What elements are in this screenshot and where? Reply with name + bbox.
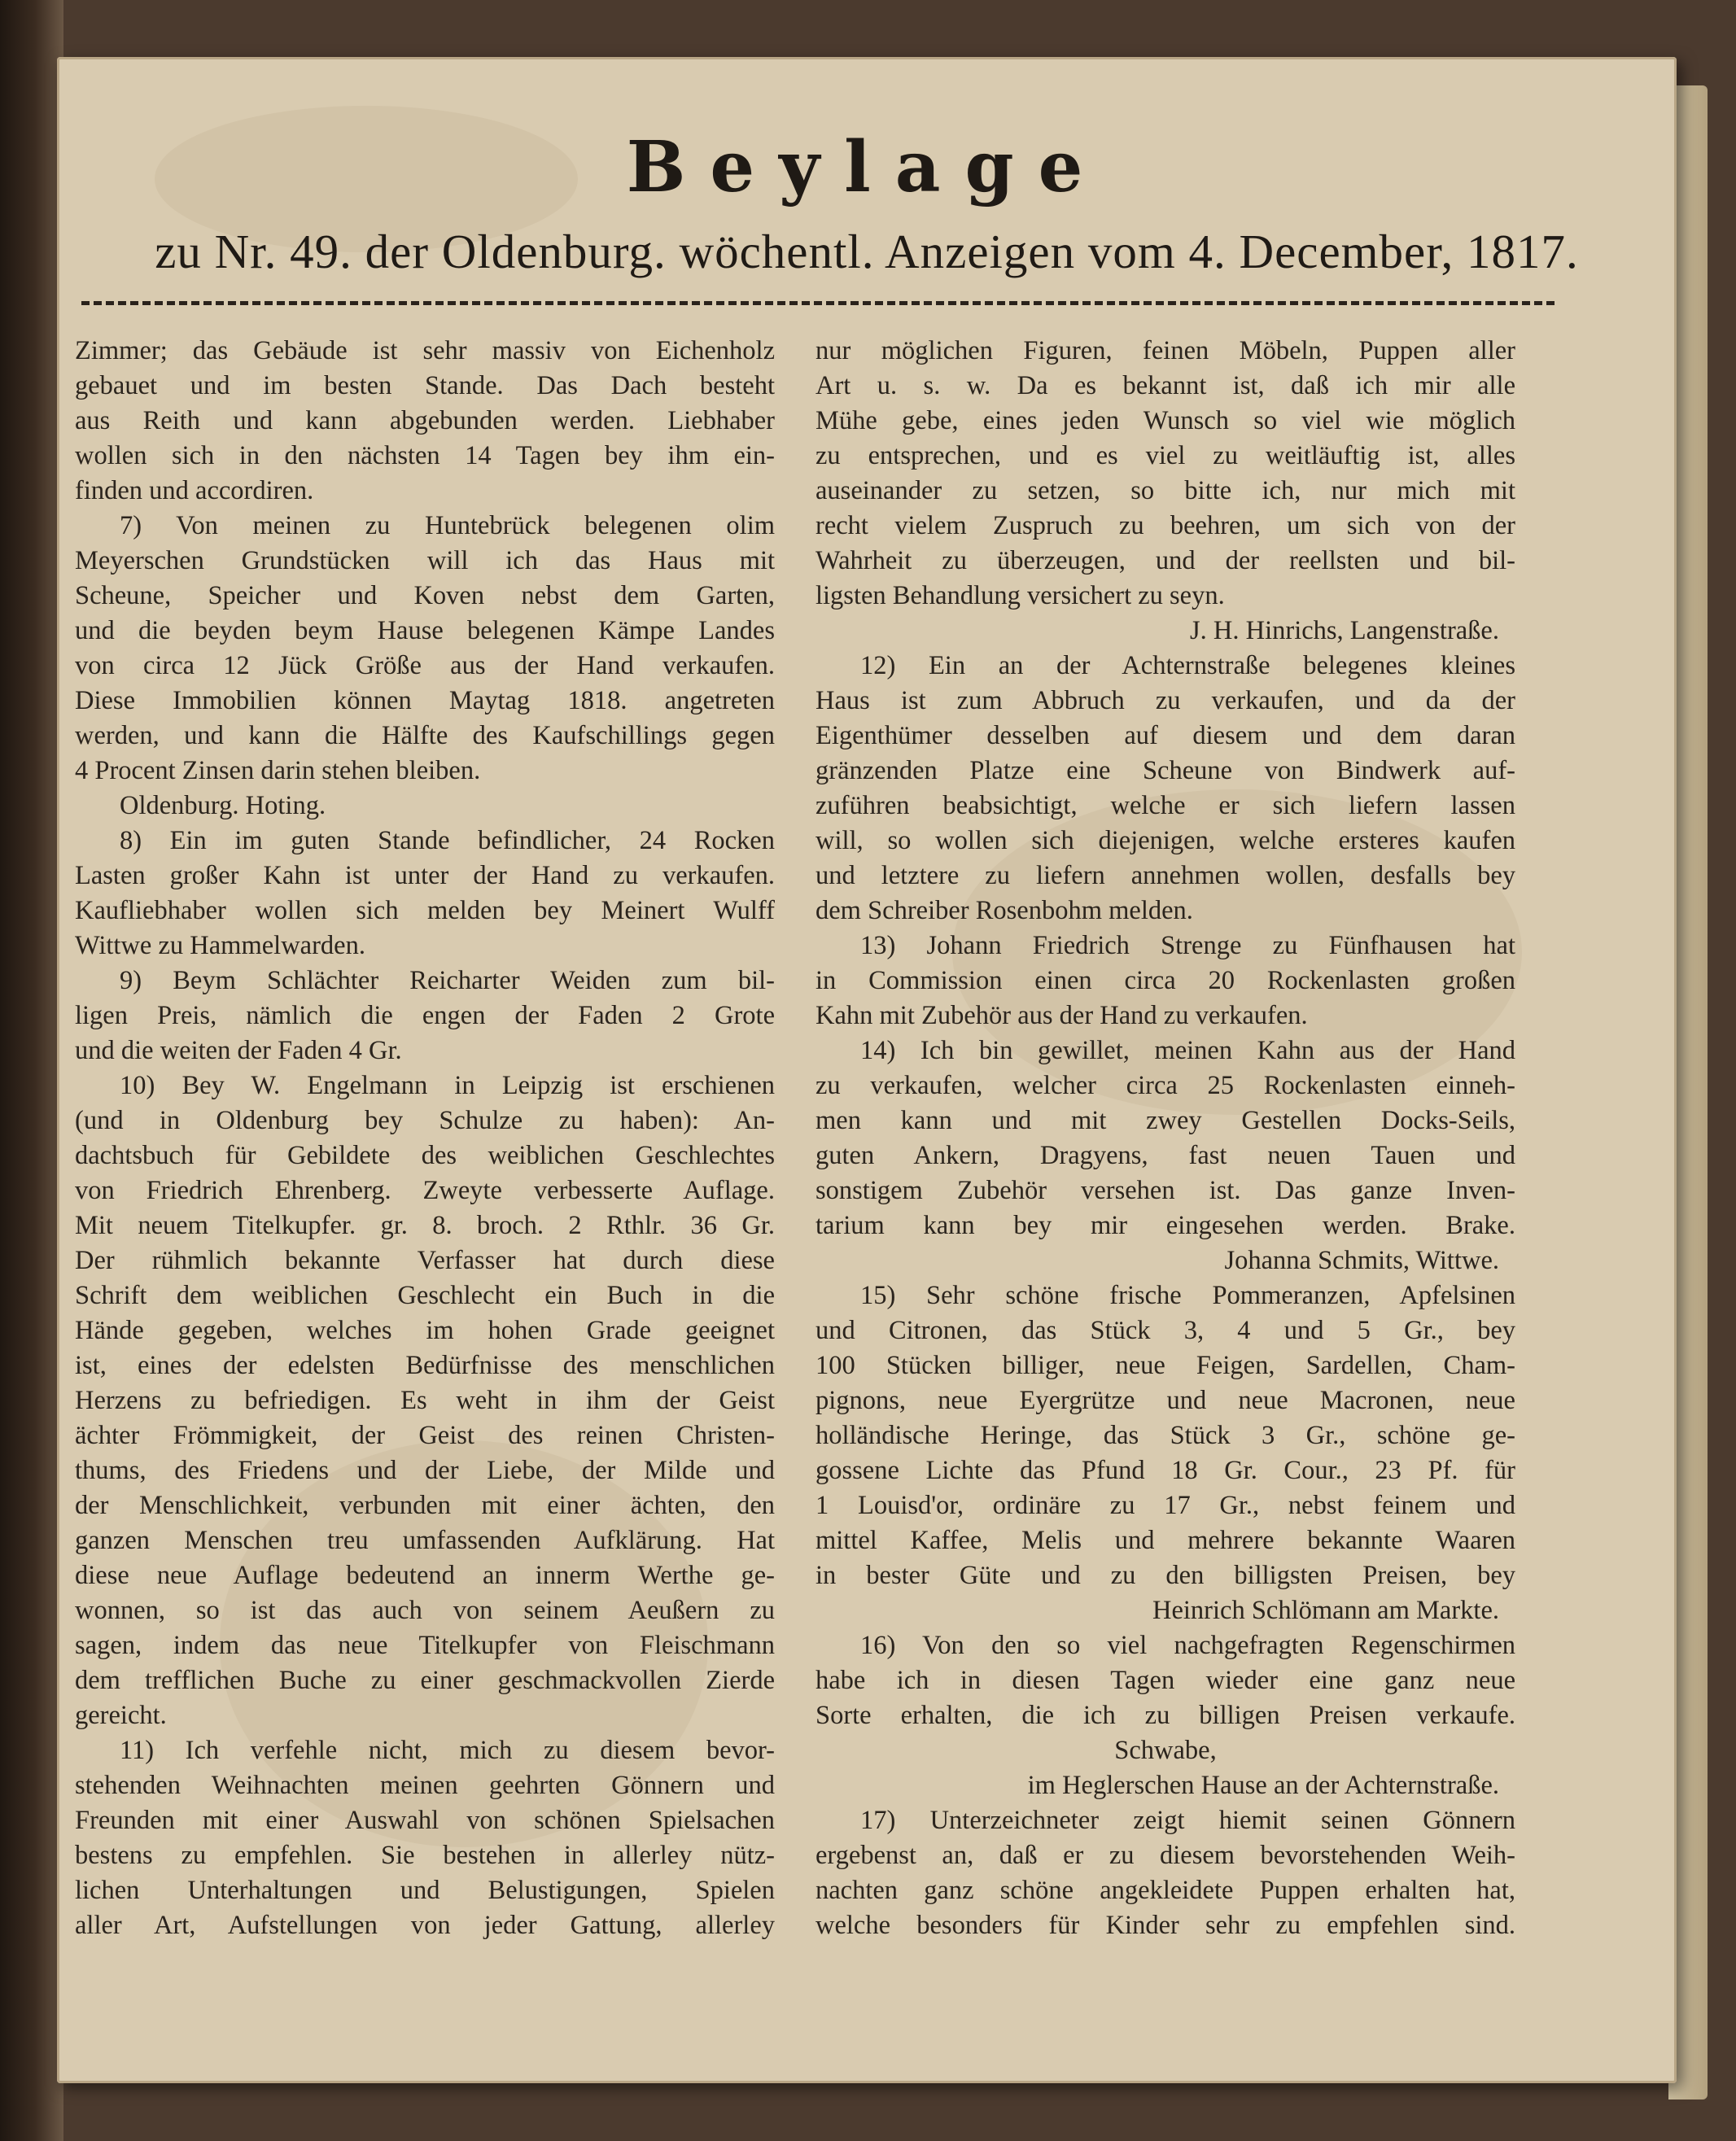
text-line: 7) Von meinen zu Huntebrück belegenen olim <box>120 511 775 540</box>
text-line: 11) Ich verfehle nicht, mich zu diesem bevor- <box>120 1736 775 1765</box>
book-spine <box>0 0 63 2141</box>
text-line: dachtsbuch für Gebildete des weiblichen Geschlechtes <box>75 1141 775 1170</box>
text-line: aus Reith und kann abgebunden werden. Liebhaber <box>75 406 775 435</box>
text-line: Art u. s. w. Da es bekannt ist, daß ich mir alle <box>816 371 1515 400</box>
text-line: zu entsprechen, und es viel zu weitläuftig ist, alles <box>816 441 1515 470</box>
text-line: und die beyden beym Hause belegenen Kämpe Landes <box>75 616 775 645</box>
text-line: stehenden Weihnachten meinen geehrten Gönnern und <box>75 1771 775 1800</box>
text-line: (und in Oldenburg bey Schulze zu haben): An- <box>75 1106 775 1135</box>
text-line: und letztere zu liefern annehmen wollen, desfalls bey <box>816 861 1515 890</box>
text-line: thums, des Friedens und der Liebe, der Milde und <box>75 1456 775 1485</box>
text-line: 16) Von den so viel nachgefragten Regenschirmen <box>860 1631 1515 1660</box>
text-line: diese neue Auflage bedeutend an innerm Werthe ge- <box>75 1561 775 1590</box>
text-line: guten Ankern, Dragyens, fast neuen Tauen und <box>816 1141 1515 1170</box>
text-line: 8) Ein im guten Stande befindlicher, 24 Rocken <box>120 826 775 855</box>
text-line: 17) Unterzeichneter zeigt hiemit seinen Gönnern <box>860 1806 1515 1835</box>
text-line: Meyerschen Grundstücken will ich das Haus mit <box>75 546 775 575</box>
text-line: zu verkaufen, welcher circa 25 Rockenlasten einneh- <box>816 1071 1515 1100</box>
text-line: werden, und kann die Hälfte des Kaufschillings gegen <box>75 721 775 750</box>
text-line: von circa 12 Jück Größe aus der Hand verkaufen. <box>75 651 775 680</box>
text-line: 10) Bey W. Engelmann in Leipzig ist erschienen <box>120 1071 775 1100</box>
text-line: 100 Stücken billiger, neue Feigen, Sardellen, Cham- <box>816 1351 1515 1380</box>
text-line: wollen sich in den nächsten 14 Tagen bey ihm ein- <box>75 441 775 470</box>
text-line: gebauet und im besten Stande. Das Dach besteht <box>75 371 775 400</box>
text-line: gränzenden Platze eine Scheune von Bindwerk auf- <box>816 756 1515 785</box>
text-line: 4 Procent Zinsen darin stehen bleiben. <box>75 756 481 785</box>
text-line: im Heglerschen Hause an der Achternstraße. <box>1027 1771 1499 1800</box>
text-line: Eigenthümer desselben auf diesem und dem daran <box>816 721 1515 750</box>
text-line: von Friedrich Ehrenberg. Zweyte verbesserte Auflage. <box>75 1176 775 1205</box>
text-line: men kann und mit zwey Gestellen Docks-Seils, <box>816 1106 1515 1135</box>
text-line: will, so wollen sich diejenigen, welche ersteres kaufen <box>816 826 1515 855</box>
text-line: Mühe gebe, eines jeden Wunsch so viel wie möglich <box>816 406 1515 435</box>
text-line: habe ich in diesen Tagen wieder eine ganz neue <box>816 1666 1515 1695</box>
text-line: Lasten großer Kahn ist unter der Hand zu verkaufen. <box>75 861 775 890</box>
text-line: Diese Immobilien können Maytag 1818. angetreten <box>75 686 775 715</box>
text-line: der Menschlichkeit, verbunden mit einer ächten, den <box>75 1491 775 1520</box>
text-line: recht vielem Zuspruch zu beehren, um sich von der <box>816 511 1515 540</box>
text-line: ligsten Behandlung versichert zu seyn. <box>816 581 1225 610</box>
text-line: in bester Güte und zu den billigsten Preisen, bey <box>816 1561 1515 1590</box>
text-line: 13) Johann Friedrich Strenge zu Fünfhausen hat <box>860 931 1515 960</box>
text-line: und die weiten der Faden 4 Gr. <box>75 1036 402 1065</box>
text-line: nachten ganz schöne angekleidete Puppen erhalten hat, <box>816 1876 1515 1905</box>
text-line: ligen Preis, nämlich die engen der Faden 2 Grote <box>75 1001 775 1030</box>
text-line: sagen, indem das neue Titelkupfer von Fleischmann <box>75 1631 775 1660</box>
text-line: Wittwe zu Hammelwarden. <box>75 931 365 960</box>
text-line: tarium kann bey mir eingesehen werden. Brake. <box>816 1211 1515 1240</box>
header-rule <box>81 301 1555 305</box>
text-line: aller Art, Aufstellungen von jeder Gattung, allerley <box>75 1911 775 1940</box>
text-line: Wahrheit zu überzeugen, und der reellsten und bil- <box>816 546 1515 575</box>
text-line: ergebenst an, daß er zu diesem bevorstehenden Weih- <box>816 1841 1515 1870</box>
text-line: 14) Ich bin gewillet, meinen Kahn aus der Hand <box>860 1036 1515 1065</box>
text-line: Hände gegeben, welches im hohen Grade geeignet <box>75 1316 775 1345</box>
text-line: holländische Heringe, das Stück 3 Gr., schöne ge- <box>816 1421 1515 1450</box>
text-line: lichen Unterhaltungen und Belustigungen, Spielen <box>75 1876 775 1905</box>
text-line: J. H. Hinrichs, Langenstraße. <box>1190 616 1499 645</box>
text-line: mittel Kaffee, Melis und mehrere bekannte Waaren <box>816 1526 1515 1555</box>
page-subtitle: zu Nr. 49. der Oldenburg. wöchentl. Anzeigen vom 4. December, 1817. <box>155 225 1579 278</box>
text-line: Zimmer; das Gebäude ist sehr massiv von Eichenholz <box>75 336 775 365</box>
text-line: ganzen Menschen treu umfassenden Aufklärung. Hat <box>75 1526 775 1555</box>
text-line: Kahn mit Zubehör aus der Hand zu verkaufen. <box>816 1001 1308 1030</box>
text-line: Haus ist zum Abbruch zu verkaufen, und da der <box>816 686 1515 715</box>
text-line: Freunden mit einer Auswahl von schönen Spielsachen <box>75 1806 775 1835</box>
left-column <box>75 334 775 1943</box>
text-line: Schrift dem weiblichen Geschlecht ein Buch in die <box>75 1281 775 1310</box>
text-line: ächter Frömmigkeit, der Geist des reinen Christen- <box>75 1421 775 1450</box>
text-line: und Citronen, das Stück 3, 4 und 5 Gr., bey <box>816 1316 1515 1345</box>
text-line: wonnen, so ist das auch von seinem Aeußern zu <box>75 1596 775 1625</box>
text-line: gossene Lichte das Pfund 18 Gr. Cour., 23 Pf. für <box>816 1456 1515 1485</box>
text-line: 12) Ein an der Achternstraße belegenes kleines <box>860 651 1515 680</box>
text-line: gereicht. <box>75 1701 167 1730</box>
text-line: ist, eines der edelsten Bedürfnisse des menschlichen <box>75 1351 775 1380</box>
text-line: 1 Louisd'or, ordinäre zu 17 Gr., nebst feinem und <box>816 1491 1515 1520</box>
text-line: dem trefflichen Buche zu einer geschmackvollen Zierde <box>75 1666 775 1695</box>
text-line: Heinrich Schlömann am Markte. <box>1152 1596 1499 1625</box>
text-line: welche besonders für Kinder sehr zu empfehlen sind. <box>816 1911 1515 1940</box>
text-line: Mit neuem Titelkupfer. gr. 8. broch. 2 Rthlr. 36 Gr. <box>75 1211 775 1240</box>
text-line: finden und accordiren. <box>75 476 314 505</box>
text-line: Schwabe, <box>1114 1736 1217 1765</box>
text-line: pignons, neue Eyergrütze und neue Macronen, neue <box>816 1386 1515 1415</box>
text-line: in Commission einen circa 20 Rockenlasten großen <box>816 966 1515 995</box>
text-line: Der rühmlich bekannte Verfasser hat durch diese <box>75 1246 775 1275</box>
text-line: Herzens zu befriedigen. Es weht in ihm der Geist <box>75 1386 775 1415</box>
text-line: Oldenburg. Hoting. <box>120 791 326 820</box>
text-line: nur möglichen Figuren, feinen Möbeln, Puppen aller <box>816 336 1515 365</box>
text-line: Johanna Schmits, Wittwe. <box>1224 1246 1499 1275</box>
text-line: bestens zu empfehlen. Sie bestehen in allerley nütz- <box>75 1841 775 1870</box>
text-line: Sorte erhalten, die ich zu billigen Preisen verkaufe. <box>816 1701 1515 1730</box>
text-line: auseinander zu setzen, so bitte ich, nur mich mit <box>816 476 1515 505</box>
text-line: dem Schreiber Rosenbohm melden. <box>816 896 1193 925</box>
text-line: zuführen beabsichtigt, welche er sich liefern lassen <box>816 791 1515 820</box>
page-title: Beylage <box>626 126 1108 208</box>
text-line: 9) Beym Schlächter Reicharter Weiden zum bil- <box>120 966 775 995</box>
right-column <box>816 334 1515 1943</box>
text-line: Kaufliebhaber wollen sich melden bey Meinert Wulff <box>75 896 775 925</box>
text-line: 15) Sehr schöne frische Pommeranzen, Apfelsinen <box>860 1281 1515 1310</box>
text-line: Scheune, Speicher und Koven nebst dem Garten, <box>75 581 775 610</box>
text-line: sonstigem Zubehör versehen ist. Das ganze Inven- <box>816 1176 1515 1205</box>
